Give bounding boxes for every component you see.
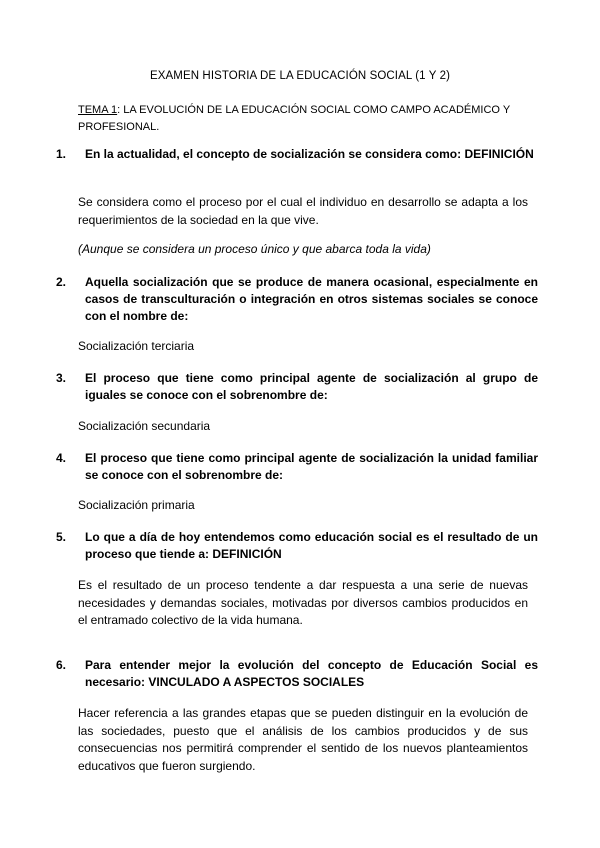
question-number: 5.: [56, 530, 67, 544]
question-number: 3.: [56, 371, 67, 385]
question-3: [56, 370, 538, 404]
question-4: [56, 450, 538, 484]
question-text: El proceso que tiene como principal agente de socialización al grupo de iguales se conoce con el sobrenombre de:: [85, 371, 538, 402]
topic-label: TEMA 1: [78, 104, 118, 116]
answer-4: Socialización primaria: [78, 498, 195, 512]
answer-1-note: (Aunque se considera un proceso único y que abarca toda la vida): [78, 242, 431, 256]
question-number: 1.: [56, 147, 67, 161]
answer-1: Se considera como el proceso por el cual el individuo en desarrollo se adapta a los requerimientos de la sociedad en la que vive.: [78, 195, 528, 227]
question-text: El proceso que tiene como principal agente de socialización la unidad familiar se conoce con el sobrenombre de:: [85, 451, 538, 482]
exam-title: EXAMEN HISTORIA DE LA EDUCACIÓN SOCIAL (1 Y 2): [149, 70, 451, 82]
answer-6: Hacer referencia a las grandes etapas que se pueden distinguir en la evolución de las sociedades, puesto que el análisis de los cambios producidos y de sus consecuencias nos permitirá comprender el sentido de los nuevos planteamientos educativos que fueron surgiendo.: [78, 706, 528, 773]
answer-2: Socialización terciaria: [78, 339, 195, 353]
topic-heading: [78, 102, 536, 136]
question-1: [56, 146, 538, 163]
question-text: Lo que a día de hoy entendemos como educación social es el resultado de un proceso que tiende a: DEFINICIÓN: [85, 530, 538, 561]
question-number: 4.: [56, 451, 67, 465]
question-number: 2.: [56, 275, 67, 289]
question-text: Para entender mejor la evolución del concepto de Educación Social es necesario: VINCULADO A ASPECTOS SOCIALES: [85, 658, 538, 689]
question-text: En la actualidad, el concepto de socialización se considera como: DEFINICIÓN: [85, 147, 534, 161]
topic-text: : LA EVOLUCIÓN DE LA EDUCACIÓN SOCIAL COMO CAMPO ACADÉMICO Y PROFESIONAL.: [78, 104, 510, 133]
answer-5: Es el resultado de un proceso tendente a dar respuesta a una serie de nuevas necesidades y demandas sociales, motivadas por diversos cambios producidos en el entramado colectivo de la vida humana.: [78, 578, 528, 627]
answer-3: Socialización secundaria: [78, 419, 211, 433]
question-text: Aquella socialización que se produce de manera ocasional, especialmente en casos de transculturación o integración en otros sistemas sociales se conoce con el nombre de:: [85, 275, 538, 323]
question-number: 6.: [56, 658, 67, 672]
question-6: [56, 657, 538, 691]
question-5: [56, 529, 538, 563]
question-2: [56, 274, 538, 325]
